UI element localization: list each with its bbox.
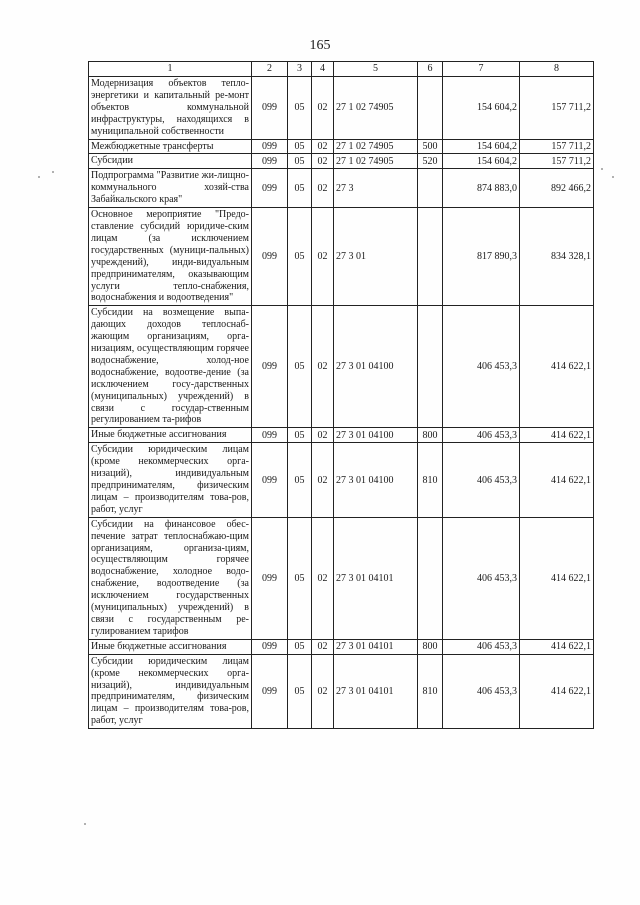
cell-expense-type: 500 <box>418 139 443 154</box>
row-name: Основное мероприятие "Предо-ставление субсидий юридиче-ским лицам (за исключением государственных (муници-пальных) учреждений), инди-видуальным предпринимателям, оказывающим услуги тепло-снабжения, водоснабжения и водоотведения" <box>89 208 252 306</box>
scan-speck <box>84 823 86 825</box>
cell-amount-7: 406 453,3 <box>443 306 520 428</box>
cell-ministry: 099 <box>252 77 288 140</box>
cell-ministry: 099 <box>252 306 288 428</box>
page-number: 165 <box>309 38 331 53</box>
column-header: 7 <box>443 62 520 77</box>
table-row <box>89 208 594 306</box>
cell-target-article: 27 3 01 04101 <box>334 517 418 639</box>
column-header: 4 <box>312 62 334 77</box>
cell-section: 05 <box>288 154 312 169</box>
cell-amount-7: 817 890,3 <box>443 208 520 306</box>
cell-section: 05 <box>288 428 312 443</box>
table-row <box>89 306 594 428</box>
cell-amount-8: 414 622,1 <box>520 428 594 443</box>
cell-subsection: 02 <box>312 77 334 140</box>
cell-ministry: 099 <box>252 428 288 443</box>
cell-subsection: 02 <box>312 639 334 654</box>
cell-subsection: 02 <box>312 169 334 208</box>
cell-expense-type: 810 <box>418 654 443 728</box>
column-header: 1 <box>89 62 252 77</box>
cell-target-article: 27 3 01 04101 <box>334 654 418 728</box>
row-name: Иные бюджетные ассигнования <box>89 639 252 654</box>
table-row <box>89 443 594 517</box>
cell-amount-8: 414 622,1 <box>520 654 594 728</box>
scan-speck <box>601 168 603 170</box>
cell-amount-8: 157 711,2 <box>520 154 594 169</box>
cell-section: 05 <box>288 208 312 306</box>
cell-subsection: 02 <box>312 154 334 169</box>
cell-ministry: 099 <box>252 139 288 154</box>
cell-expense-type <box>418 306 443 428</box>
cell-expense-type: 800 <box>418 428 443 443</box>
cell-section: 05 <box>288 77 312 140</box>
cell-amount-7: 154 604,2 <box>443 154 520 169</box>
cell-amount-8: 892 466,2 <box>520 169 594 208</box>
row-name: Модернизация объектов тепло-энергетики и капитальный ре-монт объектов коммунальной инфраструктуры, находящихся в муниципальной собственности <box>89 77 252 140</box>
column-header: 5 <box>334 62 418 77</box>
cell-subsection: 02 <box>312 654 334 728</box>
cell-amount-7: 406 453,3 <box>443 443 520 517</box>
cell-target-article: 27 3 01 04100 <box>334 306 418 428</box>
cell-amount-8: 414 622,1 <box>520 443 594 517</box>
row-name: Межбюджетные трансферты <box>89 139 252 154</box>
cell-target-article: 27 1 02 74905 <box>334 77 418 140</box>
row-name: Подпрограмма "Развитие жи-лищно-коммунального хозяй-ства Забайкальского края" <box>89 169 252 208</box>
cell-section: 05 <box>288 639 312 654</box>
table-row <box>89 154 594 169</box>
cell-target-article: 27 3 01 04101 <box>334 639 418 654</box>
cell-amount-7: 406 453,3 <box>443 654 520 728</box>
cell-amount-7: 874 883,0 <box>443 169 520 208</box>
column-header: 2 <box>252 62 288 77</box>
cell-amount-7: 406 453,3 <box>443 428 520 443</box>
cell-target-article: 27 3 01 04100 <box>334 443 418 517</box>
column-header: 6 <box>418 62 443 77</box>
cell-ministry: 099 <box>252 443 288 517</box>
cell-ministry: 099 <box>252 639 288 654</box>
cell-ministry: 099 <box>252 517 288 639</box>
cell-expense-type <box>418 77 443 140</box>
table-row <box>89 517 594 639</box>
row-name: Субсидии на финансовое обес-печение затрат теплоснабжаю-щим организациям, организа-циям, осуществляющим горячее водоснабжение, холодное водо-снабжение, водоотведение (за исключением государственных (муниципальных) учреждений) в связи с государственным ре-гулированием тарифов <box>89 517 252 639</box>
row-name: Субсидии юридическим лицам (кроме некоммерческих орга-низаций), индивидуальным предпринимателям, физическим лицам – производителям това-ров, работ, услуг <box>89 654 252 728</box>
cell-section: 05 <box>288 169 312 208</box>
cell-amount-8: 414 622,1 <box>520 639 594 654</box>
scan-speck <box>38 176 40 178</box>
cell-expense-type: 810 <box>418 443 443 517</box>
cell-amount-7: 406 453,3 <box>443 517 520 639</box>
header-row <box>89 62 594 77</box>
cell-amount-7: 154 604,2 <box>443 77 520 140</box>
table-row <box>89 639 594 654</box>
cell-ministry: 099 <box>252 154 288 169</box>
table-row <box>89 139 594 154</box>
cell-expense-type <box>418 517 443 639</box>
scan-speck <box>612 176 614 178</box>
cell-subsection: 02 <box>312 139 334 154</box>
table-row <box>89 169 594 208</box>
cell-amount-8: 157 711,2 <box>520 139 594 154</box>
cell-amount-7: 154 604,2 <box>443 139 520 154</box>
table-row <box>89 428 594 443</box>
cell-subsection: 02 <box>312 443 334 517</box>
row-name: Субсидии юридическим лицам (кроме некоммерческих орга-низаций), индивидуальным предпринимателям, физическим лицам – производителям това-ров, работ, услуг <box>89 443 252 517</box>
cell-expense-type <box>418 169 443 208</box>
cell-target-article: 27 1 02 74905 <box>334 139 418 154</box>
cell-amount-8: 414 622,1 <box>520 517 594 639</box>
cell-section: 05 <box>288 306 312 428</box>
budget-table <box>88 61 594 729</box>
cell-expense-type: 800 <box>418 639 443 654</box>
table-row <box>89 654 594 728</box>
cell-target-article: 27 3 <box>334 169 418 208</box>
cell-section: 05 <box>288 139 312 154</box>
cell-ministry: 099 <box>252 169 288 208</box>
table-row <box>89 77 594 140</box>
cell-ministry: 099 <box>252 208 288 306</box>
column-header: 3 <box>288 62 312 77</box>
cell-amount-8: 834 328,1 <box>520 208 594 306</box>
cell-expense-type <box>418 208 443 306</box>
row-name: Субсидии на возмещение выпа-дающих доходов теплоснаб-жающим организациям, орга-низациям, осуществляющим горячее водоснабжение, холод-ное водоснабжение, водоотве-дение (за исключением госу-дарственных (муниципальных) учреждений) в связи с государ-ственным регулированием та-рифов <box>89 306 252 428</box>
cell-amount-7: 406 453,3 <box>443 639 520 654</box>
cell-subsection: 02 <box>312 208 334 306</box>
cell-target-article: 27 1 02 74905 <box>334 154 418 169</box>
cell-amount-8: 157 711,2 <box>520 77 594 140</box>
cell-subsection: 02 <box>312 306 334 428</box>
scan-speck <box>52 171 54 173</box>
row-name: Субсидии <box>89 154 252 169</box>
cell-expense-type: 520 <box>418 154 443 169</box>
cell-subsection: 02 <box>312 517 334 639</box>
cell-target-article: 27 3 01 <box>334 208 418 306</box>
cell-amount-8: 414 622,1 <box>520 306 594 428</box>
cell-section: 05 <box>288 654 312 728</box>
cell-subsection: 02 <box>312 428 334 443</box>
column-header: 8 <box>520 62 594 77</box>
row-name: Иные бюджетные ассигнования <box>89 428 252 443</box>
cell-ministry: 099 <box>252 654 288 728</box>
cell-section: 05 <box>288 443 312 517</box>
cell-target-article: 27 3 01 04100 <box>334 428 418 443</box>
cell-section: 05 <box>288 517 312 639</box>
